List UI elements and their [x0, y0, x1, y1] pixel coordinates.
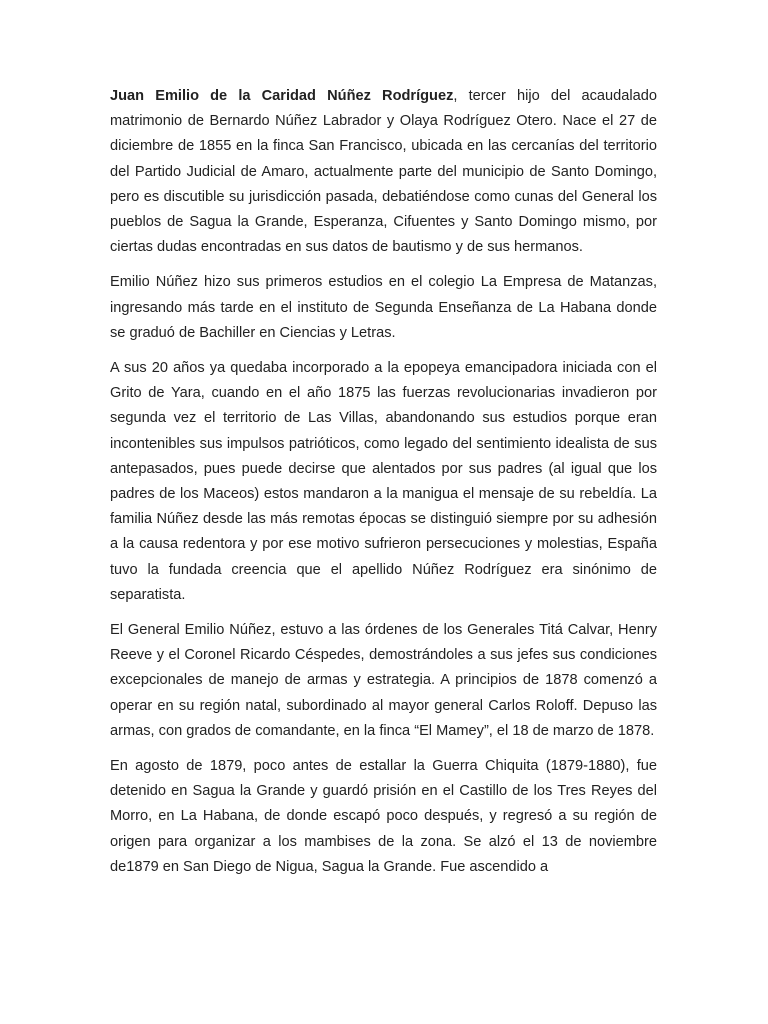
lead-name: Juan Emilio de la Caridad Núñez Rodríguez: [110, 88, 454, 104]
paragraph-2: Emilio Núñez hizo sus primeros estudios en el colegio La Empresa de Matanzas, ingresando más tarde en el instituto de Segunda Enseñanza de La Habana donde se graduó de Bachiller en Ciencias y Letras.: [110, 274, 657, 341]
paragraph-1-text: , tercer hijo del acaudalado matrimonio de Bernardo Núñez Labrador y Olaya Rodríguez Otero. Nace el 27 de diciembre de 1855 en la finca San Francisco, ubicada en las cercanías del territorio del Partido Judicial de Amaro, actualmente parte del municipio de Santo Domingo, pero es discutible su jurisdicción pasada, debatiéndose como cunas del General los pueblos de Sagua la Grande, Esperanza, Cifuentes y Santo Domingo mismo, por ciertas dudas encontradas en sus datos de bautismo y de sus hermanos.: [110, 88, 657, 256]
paragraph-5: En agosto de 1879, poco antes de estallar la Guerra Chiquita (1879-1880), fue detenido en Sagua la Grande y guardó prisión en el Castillo de los Tres Reyes del Morro, en La Habana, de donde escapó poco después, y regresó a su región de origen para organizar a los mambises de la zona. Se alzó el 13 de noviembre de1879 en San Diego de Nigua, Sagua la Grande. Fue ascendido a: [110, 758, 657, 875]
paragraph-4: El General Emilio Núñez, estuvo a las órdenes de los Generales Titá Calvar, Henry Reeve y el Coronel Ricardo Céspedes, demostrándoles a sus jefes sus condiciones excepcionales de manejo de armas y estrategia. A principios de 1878 comenzó a operar en su región natal, subordinado al mayor general Carlos Roloff. Depuso las armas, con grados de comandante, en la finca “El Mamey”, el 18 de marzo de 1878.: [110, 622, 657, 739]
paragraph-1: [110, 84, 657, 260]
document-page: [110, 84, 657, 890]
paragraph-3: A sus 20 años ya quedaba incorporado a la epopeya emancipadora iniciada con el Grito de Yara, cuando en el año 1875 las fuerzas revolucionarias invadieron por segunda vez el territorio de Las Villas, abandonando sus estudios porque eran incontenibles sus impulsos patrióticos, como legado del sentimiento idealista de sus antepasados, pues puede decirse que alentados por sus padres (al igual que los padres de los Maceos) estos mandaron a la manigua el mensaje de su rebeldía. La familia Núñez desde las más remotas épocas se distinguió siempre por su adhesión a la causa redentora y por ese motivo sufrieron persecuciones y molestias, España tuvo la fundada creencia que el apellido Núñez Rodríguez era sinónimo de separatista.: [110, 360, 657, 603]
